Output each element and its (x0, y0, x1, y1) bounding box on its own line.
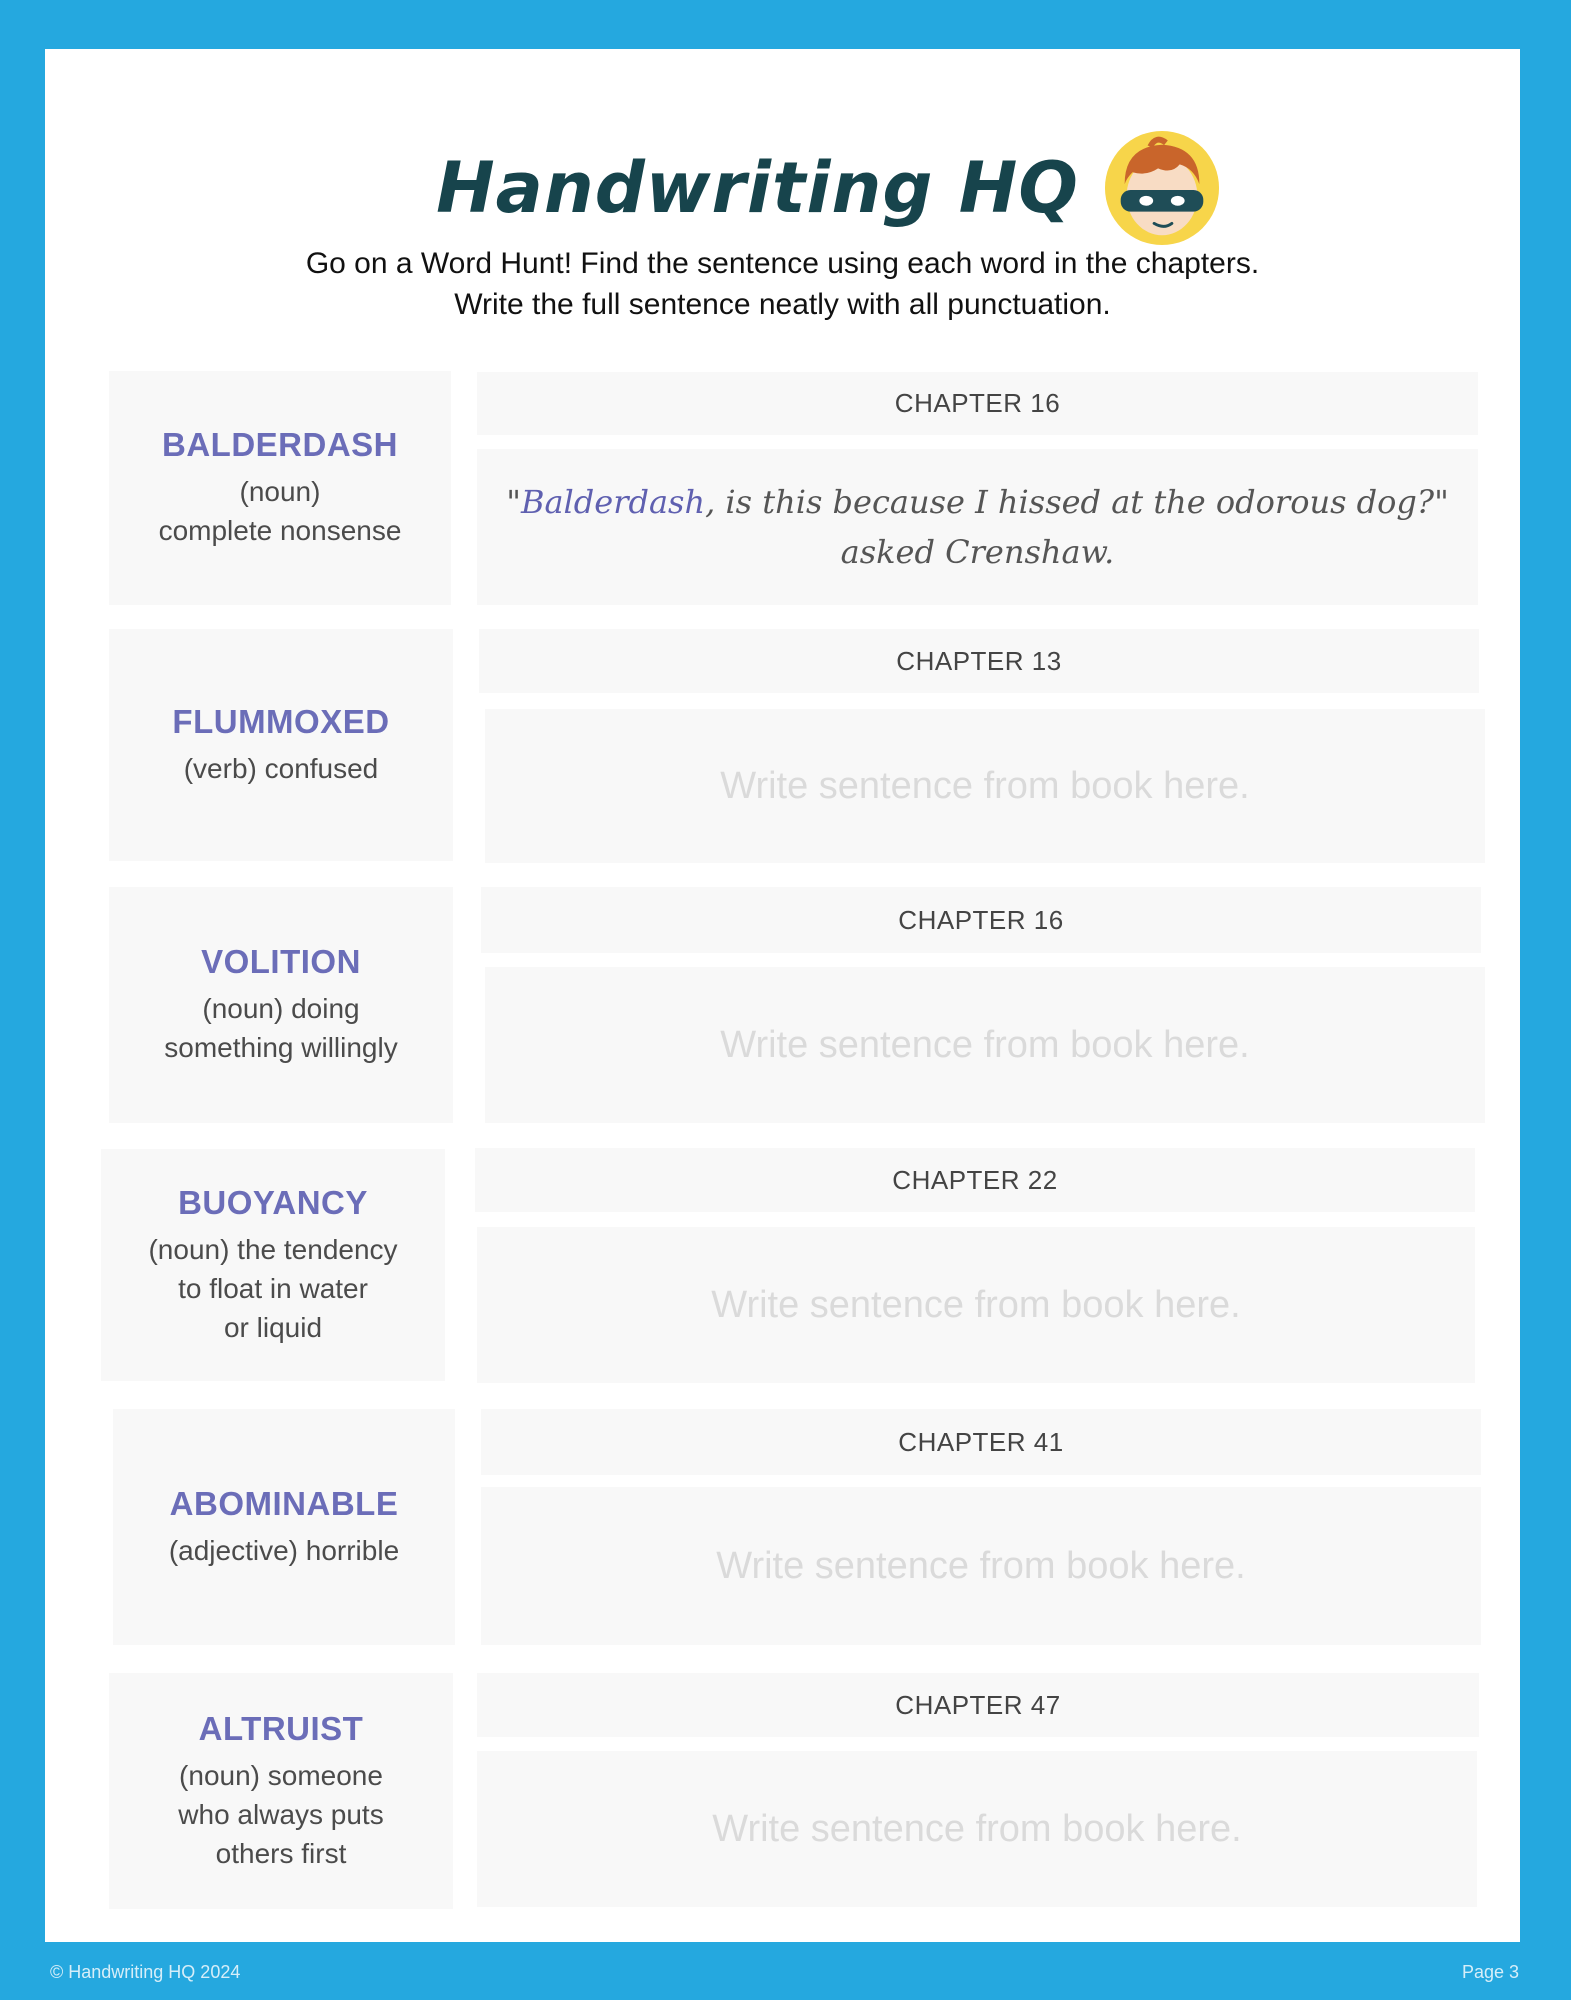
example-sentence (506, 477, 1449, 577)
word-card-volition (109, 887, 453, 1123)
footer-copyright: © Handwriting HQ 2024 (50, 1962, 241, 1982)
vocab-word: VOLITION (201, 943, 361, 980)
chapter-label: CHAPTER 47 (477, 1673, 1479, 1737)
vocab-definition: (verb) confused (183, 752, 379, 784)
sentence-rest: , is this because I hissed at the odorous dog?" (705, 483, 1449, 521)
sentence-highlight-word: Balderdash (520, 483, 706, 521)
vocab-word: ALTRUIST (198, 1709, 364, 1747)
vocab-word: BALDERDASH (162, 426, 398, 463)
vocab-definition: (adjective) horrible (168, 1534, 400, 1566)
vocab-definition: (noun) complete nonsense (158, 476, 402, 546)
vocab-definition: (noun) someone who always puts others first (178, 1759, 384, 1869)
sentence-input-box[interactable] (485, 967, 1485, 1123)
sentence-input-box[interactable] (477, 1751, 1477, 1907)
sentence-placeholder: Write sentence from book here. (720, 1023, 1250, 1066)
vocab-word: ABOMINABLE (169, 1484, 399, 1522)
sentence-placeholder: Write sentence from book here. (711, 1283, 1241, 1326)
sentence-input-box[interactable] (485, 709, 1485, 863)
sentence-line-2: asked Crenshaw. (840, 533, 1115, 571)
chapter-label: CHAPTER 13 (479, 629, 1479, 693)
word-card-buoyancy (101, 1149, 445, 1381)
sentence-placeholder: Write sentence from book here. (712, 1807, 1242, 1850)
instructions-line-1: Go on a Word Hunt! Find the sentence using each word in the chapters. (305, 247, 1260, 280)
chapter-label: CHAPTER 41 (481, 1409, 1481, 1475)
chapter-label: CHAPTER 22 (475, 1148, 1475, 1212)
word-card-balderdash (109, 371, 451, 605)
brand-title: Handwriting HQ (436, 147, 1079, 229)
sentence-input-box[interactable] (477, 1227, 1475, 1383)
worksheet-page (45, 49, 1520, 1942)
word-card-abominable (113, 1409, 455, 1645)
word-card-flummoxed (109, 629, 453, 861)
sentence-quote-open: " (506, 483, 521, 521)
masked-boy-avatar-icon (1103, 129, 1221, 247)
instructions (45, 243, 1520, 325)
vocab-word: BUOYANCY (178, 1183, 368, 1221)
instructions-line-2: Write the full sentence neatly with all punctuation. (454, 288, 1111, 321)
vocab-word: FLUMMOXED (172, 702, 390, 740)
word-card-altruist (109, 1673, 453, 1909)
vocab-definition: (noun) doing something willingly (164, 993, 398, 1063)
chapter-label: CHAPTER 16 (481, 887, 1481, 953)
chapter-label: CHAPTER 16 (477, 372, 1478, 435)
sentence-placeholder: Write sentence from book here. (716, 1544, 1246, 1587)
header (45, 129, 1520, 247)
sentence-answer-box (477, 449, 1478, 605)
vocab-definition: (noun) the tendency to float in water or liquid (148, 1233, 398, 1343)
sentence-placeholder: Write sentence from book here. (720, 764, 1250, 807)
sentence-input-box[interactable] (481, 1487, 1481, 1645)
footer-page-number: Page 3 (1461, 1962, 1519, 1982)
